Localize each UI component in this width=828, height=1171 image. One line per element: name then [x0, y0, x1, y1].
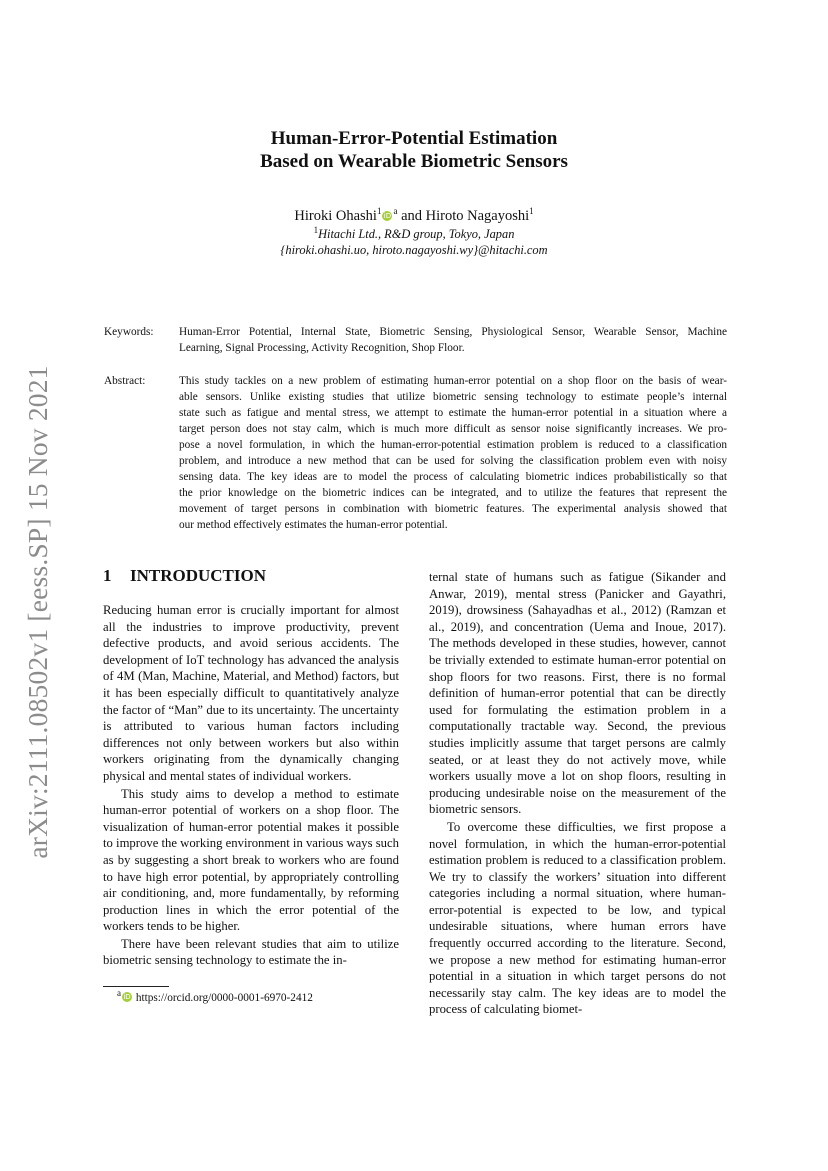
- abstract-line: movement of target persons in combination with biometric features. The experimental analysis showed that: [179, 503, 727, 516]
- author-affiliation-mark: 1: [376, 206, 382, 217]
- author-name: Hiroki Ohashi: [294, 208, 377, 224]
- section-title: INTRODUCTION: [130, 566, 267, 585]
- orcid-footnote-mark: a: [393, 206, 398, 217]
- orcid-icon[interactable]: iD: [383, 212, 392, 220]
- abstract-line: This study tackles on a new problem of estimating human-error potential on a shop floor on the basis of wear-: [179, 375, 727, 387]
- abstract-line: sensing data. The key ideas are to model the process of calculating biometric indices probabilistically so that: [179, 471, 727, 484]
- title-line-1: Human-Error-Potential Estimation: [270, 128, 558, 149]
- arxiv-identifier-stamp: arXiv:2111.08502v1 [eess.SP] 15 Nov 2021: [22, 365, 53, 859]
- author-conjunction: and: [397, 208, 426, 224]
- body-paragraph: Reducing human error is crucially important for almost all the industries to improve productivity, prevent defective products, and avoid serious accidents. The development of IoT technology has advanced the analysis of 4M (Man, Machine, Material, and Method) factors, but it has been especially difficult to quantitatively analyze the factor of “Man” due to its uncertainty. The uncertainty is attributed to various human factors including differences not only between workers but also within workers originating from the dynamically changing physical and mental states of individual workers.: [103, 603, 399, 783]
- title-line-2: Based on Wearable Biometric Sensors: [260, 151, 568, 172]
- paper-title: [0, 127, 828, 173]
- author-affiliation-mark: 1: [529, 206, 534, 217]
- footnote-orcid-link[interactable]: https://orcid.org/0000-0001-6970-2412: [133, 992, 313, 1004]
- affiliation: [0, 226, 828, 242]
- body-paragraph: ternal state of humans such as fatigue (Sikander and Anwar, 2019), mental stress (Panicker and Gayathri, 2019), drowsiness (Sahayadhas et al., 2012) (Ramzan et al., 2019), and concentration (Uema and Inoue, 2017). The methods developed in these studies, however, cannot be trivially extended to estimate human-error potential on shop floors for two reasons. First, there is no formal definition of human-error potential that can be directly used for formulating the estimation problem in a computationally tractable way. Second, the previous studies implicitly assume that target persons are calmly seated, or at least they do not actively move, while workers usually move a lot on shop floors, resulting in producing undesirable noise on the measurement of the biometric sensors.: [429, 570, 726, 817]
- keywords-label: Keywords:: [104, 326, 154, 338]
- keywords-line: Human-Error Potential, Internal State, Biometric Sensing, Physiological Sensor, Wearable Sensor, Machine: [179, 326, 727, 338]
- abstract-label: Abstract:: [104, 375, 146, 387]
- abstract-line: state such as fatigue and mental stress, we attempt to estimate the human-error potential in a situation where a: [179, 407, 727, 420]
- body-column-left: [103, 602, 399, 969]
- abstract-text: [179, 373, 727, 533]
- abstract-line: problem, and introduce a new method that can be used for solving the classification problem even with noisy: [179, 455, 727, 468]
- body-paragraph: There have been relevant studies that aim to utilize biometric sensing technology to estimate the in-: [103, 936, 399, 968]
- abstract-line: the prior knowledge on the biometric indices can be integrated, and to utilize the features that represent the: [179, 487, 727, 500]
- affiliation-text: Hitachi Ltd., R&D group, Tokyo, Japan: [318, 227, 515, 241]
- abstract-line: pose a novel formulation, in which the human-error-potential estimation problem is reduced to a classification: [179, 439, 727, 452]
- footnote-marker: a: [117, 988, 121, 999]
- author-line: [0, 207, 828, 226]
- abstract-line: our method effectively estimates the human-error potential.: [179, 519, 448, 532]
- keywords-text: [179, 324, 727, 356]
- body-paragraph: This study aims to develop a method to estimate human-error potential of workers on a shop floor. The visualization of human-error potential makes it possible to improve the working environment in various ways such as by suggesting a short break to workers who are found to have high error potential, by appropriately controlling air conditioning, and, more fundamentally, by reforming production lines in which the error potential of the workers tends to be higher.: [103, 786, 399, 934]
- body-column-right: [429, 569, 726, 1018]
- body-paragraph: To overcome these difficulties, we first propose a novel formulation, in which the human-error-potential estimation problem is reduced to a classification problem. We try to classify the workers’ situation into different categories including a normal situation, where human-error-potential is expected to be low, and typical undesirable situations, where human errors have frequently occurred according to the literature. Second, we propose a new method for estimating human-error potential in a situation in which target persons do not necessarily stay calm. The key ideas are to model the process of calculating biomet-: [429, 819, 726, 1017]
- section-number: 1: [103, 566, 112, 585]
- author-emails: {hiroki.ohashi.uo, hiroto.nagayoshi.wy}@hitachi.com: [280, 243, 548, 257]
- footnote: [117, 988, 313, 1006]
- author-block: [0, 207, 828, 258]
- footnote-rule: [103, 986, 169, 987]
- abstract-line: target person does not stay calm, which is much more difficult as sensor noise significantly increases. We pro-: [179, 423, 727, 436]
- section-heading: [103, 565, 266, 587]
- keywords-line: Learning, Signal Processing, Activity Recognition, Shop Floor.: [179, 342, 465, 355]
- orcid-icon: iD: [123, 993, 131, 1001]
- author-name: Hiroto Nagayoshi: [425, 208, 530, 224]
- affiliation-mark: 1: [313, 224, 319, 235]
- abstract-line: able sensors. Unlike existing studies that utilize biometric sensing technology to estimate people’s internal: [179, 391, 727, 404]
